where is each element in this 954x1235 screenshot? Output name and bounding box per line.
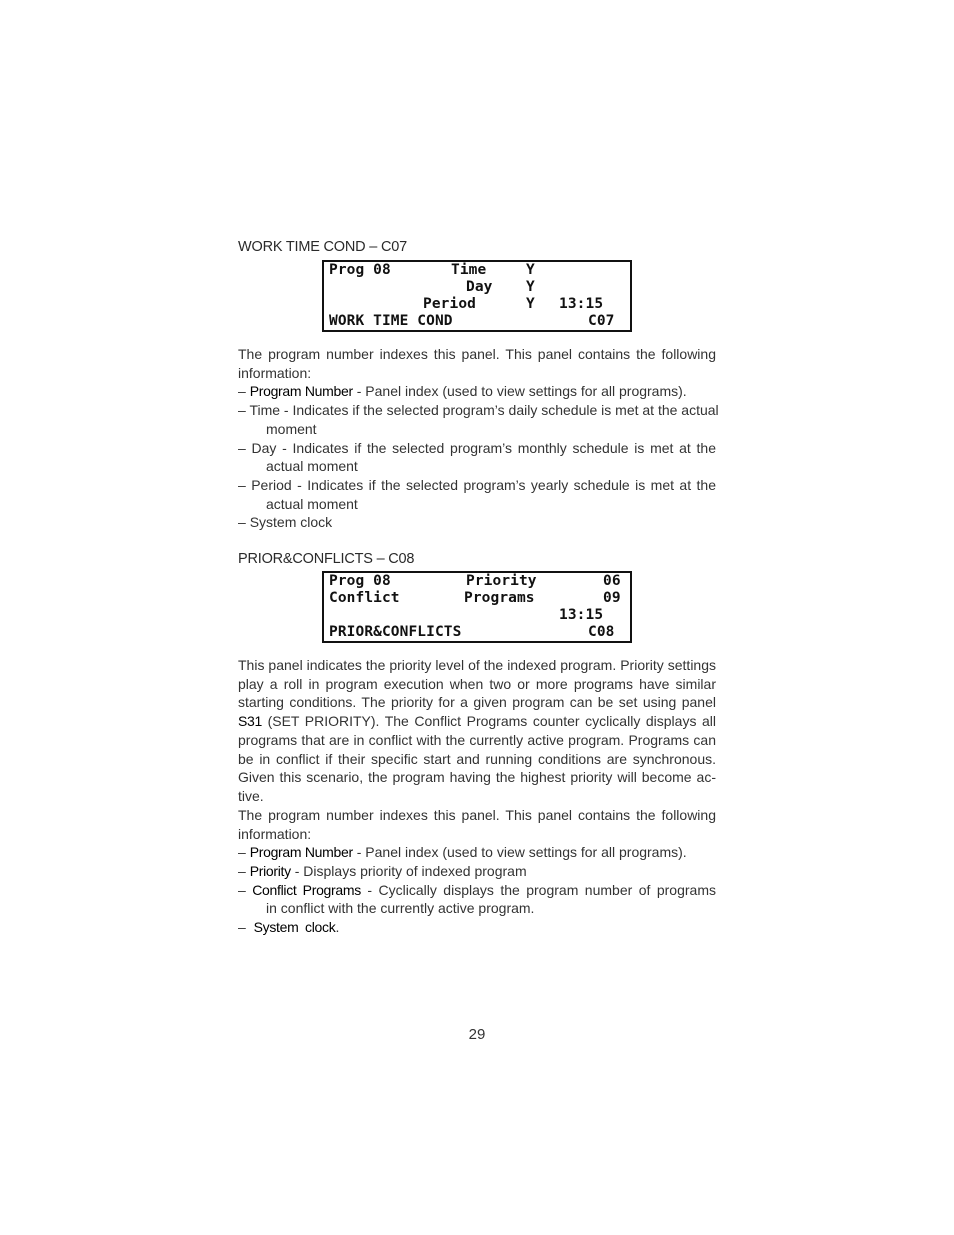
- list-item-continuation: actual moment: [266, 496, 358, 512]
- lcd-text: PRIOR&CONFLICTS: [329, 624, 462, 640]
- term-priority: Priority: [249, 863, 291, 879]
- lcd-text: 13:15: [559, 296, 604, 312]
- list-item: – Program Number - Panel index (used to view settings for all programs).: [238, 383, 687, 399]
- priority-description-paragraph: This panel indicates the priority level of the indexed program. Priority settings play a roll in program execution when two or more programs have similar starting conditions. The priority for a given program can be set using panel S31 (SET PRIORITY). The Conflict Programs counter cyclically displays all programs that are in conflict with the currently active program. Programs can be in conflict if their specific start and running conditions are synchronous. Given this scenario, the program having the highest priority will become ac-tive.: [238, 657, 716, 804]
- lcd-text: 13:15: [559, 607, 604, 623]
- term-program-number: Program Number: [249, 844, 353, 860]
- lcd-panel-c08: [322, 571, 632, 643]
- list-item: – System clock.: [238, 919, 340, 935]
- lcd-text: Prog 08: [329, 573, 391, 589]
- lcd-text: Time: [451, 262, 487, 278]
- list-item: – Conflict Programs - Cyclically displays the program number of programs: [238, 882, 716, 898]
- intro-paragraph-c07: The program number indexes this panel. This panel contains the following information:: [238, 346, 716, 381]
- term-program-number: Program Number: [249, 383, 353, 399]
- lcd-text: 09: [603, 590, 621, 606]
- lcd-text: Prog 08: [329, 262, 391, 278]
- lcd-text: C07: [588, 313, 615, 329]
- term-conflict-programs: Conflict Programs: [252, 882, 361, 898]
- lcd-text: Programs: [464, 590, 535, 606]
- lcd-text: Priority: [466, 573, 537, 589]
- lcd-text: Period: [423, 296, 476, 312]
- list-item-continuation: moment: [266, 421, 317, 437]
- panel-reference-s31: S31: [238, 713, 263, 730]
- intro-paragraph-c08: The program number indexes this panel. This panel contains the following information:: [238, 807, 716, 842]
- list-item: – System clock: [238, 514, 333, 530]
- lcd-panel-c07: [322, 260, 632, 332]
- section-heading-c08: PRIOR&CONFLICTS – C08: [238, 551, 415, 567]
- list-item: – Time - Indicates if the selected program’s daily schedule is met at the actual: [238, 402, 719, 418]
- lcd-text: Y: [526, 296, 535, 312]
- list-item-continuation: in conflict with the currently active program.: [266, 900, 535, 916]
- lcd-text: Conflict: [329, 590, 400, 606]
- list-item: – Period - Indicates if the selected program’s yearly schedule is met at the: [238, 477, 716, 493]
- lcd-text: Y: [526, 279, 535, 295]
- lcd-text: Y: [526, 262, 535, 278]
- lcd-text: C08: [588, 624, 615, 640]
- lcd-text: Day: [466, 279, 493, 295]
- list-item: – Program Number - Panel index (used to view settings for all programs).: [238, 844, 687, 860]
- page-number: 29: [468, 1026, 486, 1043]
- section-heading-c07: WORK TIME COND – C07: [238, 239, 407, 255]
- lcd-text: WORK TIME COND: [329, 313, 453, 329]
- term-system-clock: System clock: [253, 919, 336, 935]
- list-item: – Day - Indicates if the selected program’s monthly schedule is met at the: [238, 440, 716, 456]
- lcd-text: 06: [603, 573, 621, 589]
- list-item-continuation: actual moment: [266, 458, 358, 474]
- list-item: – Priority - Displays priority of indexed program: [238, 863, 527, 879]
